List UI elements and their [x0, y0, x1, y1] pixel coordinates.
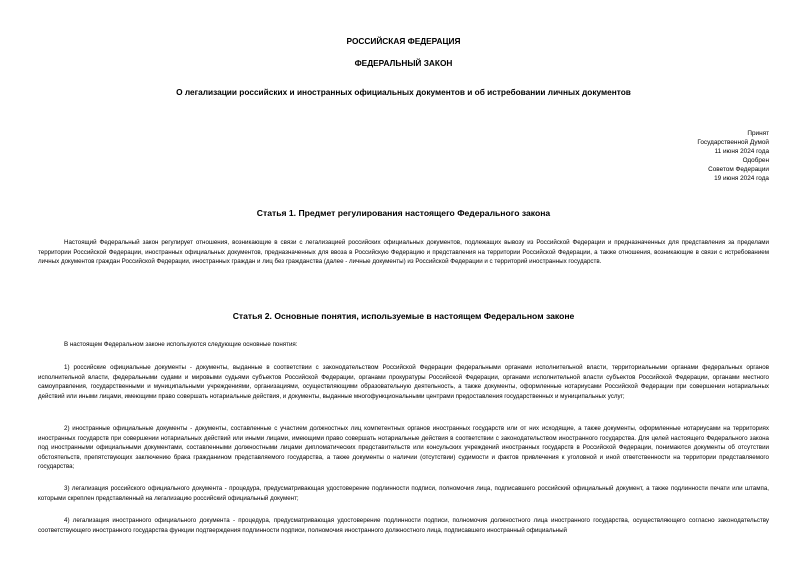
law-type-heading: ФЕДЕРАЛЬНЫЙ ЗАКОН	[354, 58, 453, 68]
article-1-heading: Статья 1. Предмет регулирования настоящего Федерального закона	[256, 208, 551, 218]
approved-label: Одобрен	[742, 157, 769, 164]
adopted-label: Принят	[747, 130, 769, 137]
article-1-paragraph: Настоящий Федеральный закон регулирует отношения, возникающие в связи с легализацией российских официальных документов, подлежащих вывозу из Российской Федерации и предназначенных для представления за пределами территории Российской Федерации, иностранных официальных документов, предназначенных для ввоза в Российскую Федерацию и представления на территории Российской Федерации, а также отношения, возникающие в связи с истребованием личных документов граждан Российской Федерации, иностранных граждан и лиц без гражданства (далее - личные документы) из Российской Федерации и с территорий иностранных государств.	[38, 239, 769, 265]
adopted-by: Государственной Думой	[697, 139, 769, 146]
article-2-heading: Статья 2. Основные понятия, используемые в настоящем Федеральном законе	[232, 311, 575, 321]
law-title: О легализации российских и иностранных официальных документов и об истребовании личных документов	[176, 87, 631, 97]
country-heading: РОССИЙСКАЯ ФЕДЕРАЦИЯ	[346, 36, 461, 46]
definition-item-3: 3) легализация российского официального документа - процедура, предусматривающая удостоверение подлинности подписи, полномочия лица, подписавшего российский официальный документ, а также подлинности печати или штампа, которыми скреплен представленный на легализацию российский официальный документ;	[38, 485, 769, 502]
adopted-date: 11 июня 2024 года	[714, 148, 769, 155]
approved-by: Советом Федерации	[708, 166, 769, 173]
approved-date: 19 июня 2024 года	[714, 175, 769, 182]
definition-item-1: 1) российские официальные документы - документы, выданные в соответствии с законодательством Российской Федерации федеральными органами исполнительной власти, территориальными органами федеральных органов исполнительной власти, федеральными судами и мировыми судьями субъектов Российской Федерации, органами прокуратуры Российской Федерации, органами исполнительной власти субъектов Российской Федерации, органами местного самоуправления, государственными и муниципальными учреждениями, организациями, осуществляющими образовательную деятельность, а также документы, оформленные нотариусами Российской Федерации при совершении нотариальных действий или иными лицами, имеющими право совершать нотариальные действия, и документы, выданные многофункциональными центрами предоставления государственных и муниципальных услуг;	[38, 364, 769, 400]
adoption-block	[569, 129, 769, 183]
definition-item-2: 2) иностранные официальные документы - документы, составленные с участием должностных лиц компетентных органов иностранных государств или от них исходящие, а также документы, оформленные нотариусами на территориях иностранных государств при совершении нотариальных действий или иными лицами, имеющими право совершать нотариальные действия в соответствии с законодательством иностранного государства. Для целей настоящего Федерального закона под иностранными официальными документами, составленными должностными лицами дипломатических представительств или консульских учреждений иностранных государств в Российской Федерации, понимаются документы об отсутствии обстоятельств, препятствующих заключению брака гражданином представляемого государства, а также документы о наличии (отсутствии) судимости и фактов привлечения к уголовной и иной ответственности на территории представляемого государства;	[38, 425, 769, 470]
article-2-intro: В настоящем Федеральном законе используются следующие основные понятия:	[64, 341, 298, 348]
definition-item-4: 4) легализация иностранного официального документа - процедура, предусматривающая удостоверение подлинности подписи, полномочия должностного лица иностранного государства, осуществляющего согласно законодательству соответствующего иностранного государства функции подтверждения подлинности подписи, полномочия иностранного должностного лица, подписавшего иностранный официальный	[38, 517, 769, 534]
